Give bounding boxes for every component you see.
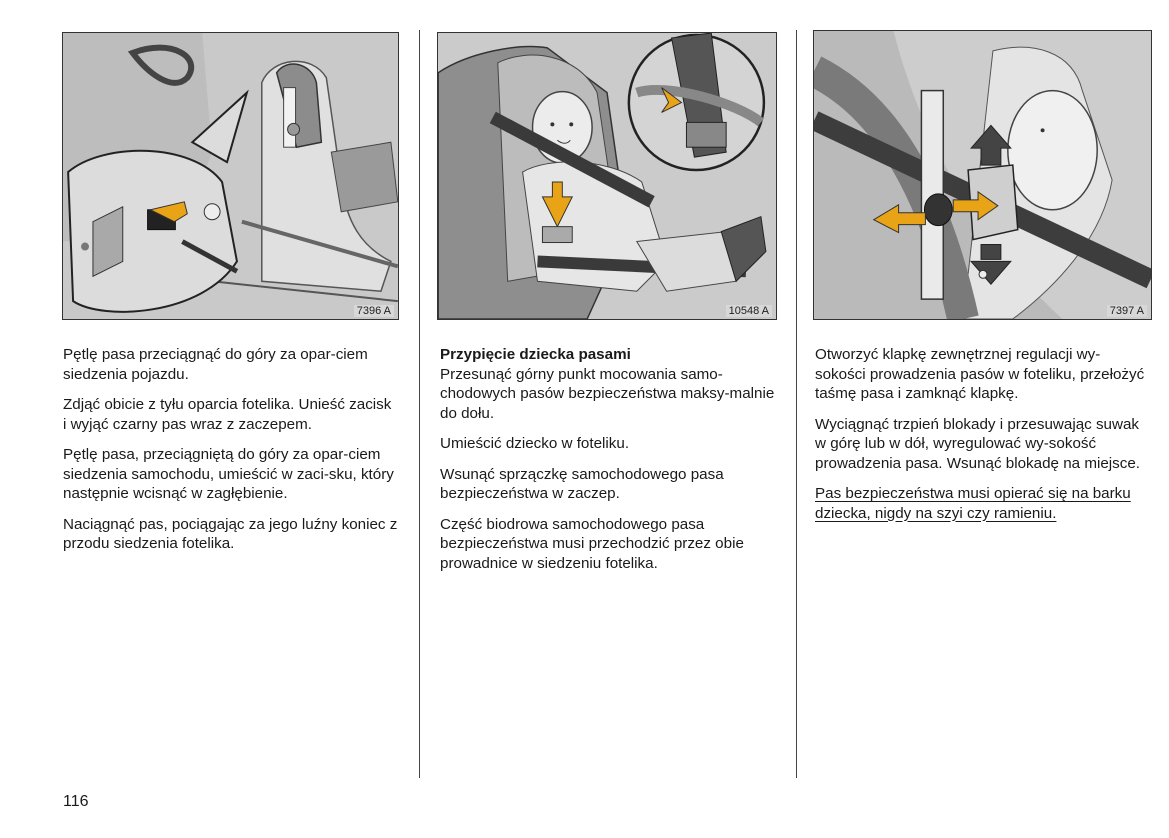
warning-note: Pas bezpieczeństwa musi opierać się na barku dziecka, nigdy na szyi czy ramieniu. — [815, 485, 1131, 522]
left-column-text — [63, 345, 398, 565]
column-divider-left — [419, 30, 420, 778]
page-number: 116 — [63, 793, 89, 810]
figure-code: 7396 A — [354, 305, 394, 317]
right-column-text — [815, 345, 1150, 534]
figure-seat-belt-loop — [62, 32, 399, 320]
paragraph: Pętlę pasa przeciągnąć do góry za opar-ciem siedzenia pojazdu. — [63, 346, 368, 383]
paragraph: Część biodrowa samochodowego pasa bezpieczeństwa musi przechodzić przez obie prowadnice w siedzeniu fotelika. — [440, 515, 744, 572]
paragraph: Wyciągnąć trzpień blokady i przesuwając suwak w górę lub w dół, wyregulować wy-sokość prowadzenia pasa. Wsunąć blokadę na miejsce. — [815, 415, 1141, 472]
child-seat-illustration — [438, 33, 776, 319]
paragraph: Wsunąć sprzączkę samochodowego pasa bezpieczeństwa w zaczep. — [440, 465, 724, 502]
middle-column-text — [440, 345, 775, 584]
figure-belt-height-adjust — [813, 30, 1152, 320]
paragraph: Otworzyć klapkę zewnętrznej regulacji wy-sokości prowadzenia pasów w foteliku, przełożyć taśmę pasa i zamknąć klapkę. — [815, 346, 1145, 402]
seat-illustration — [63, 33, 398, 319]
figure-code: 10548 A — [726, 305, 772, 317]
paragraph: Umieścić dziecko w foteliku. — [440, 435, 630, 452]
section-heading: Przypięcie dziecka pasami — [440, 346, 631, 363]
belt-adjust-illustration — [814, 31, 1151, 319]
figure-code: 7397 A — [1107, 305, 1147, 317]
paragraph: Pętlę pasa, przeciągniętą do góry za opar-ciem siedzenia samochodu, umieścić w zaci-sku, który następnie wcisnąć w zagłębienie. — [63, 446, 394, 502]
figure-child-buckled — [437, 32, 777, 320]
paragraph: Zdjąć obicie z tyłu oparcia fotelika. Unieść zacisk i wyjąć czarny pas wraz z zaczepem. — [63, 396, 392, 433]
column-divider-right — [796, 30, 797, 778]
paragraph: Przesunąć górny punkt mocowania samo-chodowych pasów bezpieczeństwa maksy-malnie do dołu. — [440, 365, 775, 422]
paragraph: Naciągnąć pas, pociągając za jego luźny koniec z przodu siedzenia fotelika. — [63, 515, 398, 552]
